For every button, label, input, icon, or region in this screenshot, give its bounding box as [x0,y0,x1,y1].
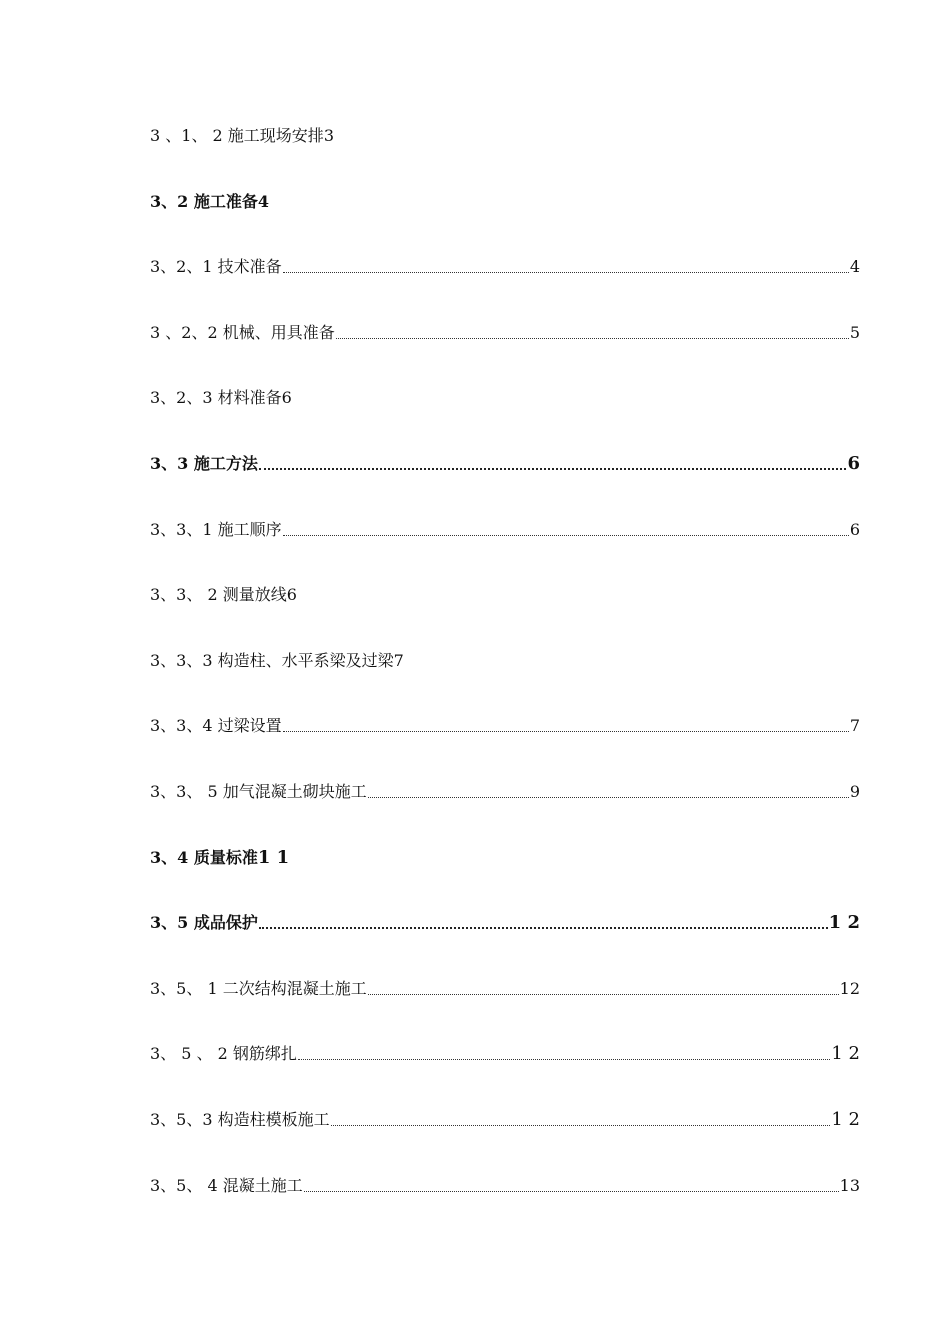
toc-dot-leader [368,994,839,995]
toc-entry[interactable] [150,452,860,476]
toc-entry-label: 3、2、3 材料准备 [150,388,282,407]
toc-page-number: 12 [839,979,860,998]
toc-dot-leader [298,1059,830,1060]
toc-entry[interactable] [150,124,334,148]
toc-dot-leader [283,731,849,732]
toc-dot-leader [283,272,849,273]
toc-entry-label: 3、3、 5 加气混凝土砌块施工 [150,782,367,801]
toc-page-number: 6 [847,453,860,474]
toc-entry[interactable] [150,846,289,870]
toc-entry[interactable] [150,321,860,345]
toc-entry-label: 3、5、3 构造柱模板施工 [150,1110,330,1129]
toc-entry-label: 3、5 成品保护 [150,913,258,932]
toc-entry-label: 3、2 施工准备 [150,192,258,211]
toc-entry[interactable] [150,977,860,1001]
toc-entry-label: 3 、1、 2 施工现场安排 [150,126,324,145]
toc-page-number: 4 [257,192,269,211]
toc-dot-leader [336,338,849,339]
toc-entry-label: 3、3 施工方法 [150,454,258,473]
toc-page-number: 6 [281,388,292,407]
toc-entry[interactable] [150,714,860,738]
toc-page-number: 7 [849,716,860,735]
toc-entry-label: 3、3、3 构造柱、水平系梁及过梁 [150,651,394,670]
toc-entry[interactable] [150,518,860,542]
toc-entry[interactable] [150,190,269,214]
toc-page-number: 5 [849,323,860,342]
toc-page-number: 9 [849,782,860,801]
toc-entry-label: 3、 5 、 2 钢筋绑扎 [150,1044,297,1063]
toc-page-number: 13 [839,1176,860,1195]
toc-page-number: 1 1 [257,847,290,868]
toc-dot-leader [368,797,849,798]
toc-dot-leader [283,535,849,536]
toc-entry-label: 3、3、1 施工顺序 [150,520,282,539]
toc-entry-label: 3、4 质量标准 [150,848,258,867]
toc-entry-label: 3、5、 1 二次结构混凝土施工 [150,979,367,998]
toc-entry-label: 3、3、4 过梁设置 [150,716,282,735]
toc-dot-leader [259,468,847,470]
toc-entry[interactable] [150,386,292,410]
toc-dot-leader [331,1125,831,1126]
toc-page-number: 6 [286,585,297,604]
toc-entry[interactable] [150,583,297,607]
toc-page-number: 6 [849,520,860,539]
toc-page-number: 4 [849,257,860,276]
toc-entry[interactable] [150,911,860,935]
toc-page-number: 3 [323,126,334,145]
toc-page-number: 7 [393,651,404,670]
toc-entry-label: 3、3、 2 测量放线 [150,585,287,604]
toc-entry-label: 3 、2、2 机械、用具准备 [150,323,335,342]
toc-entry-label: 3、2、1 技术准备 [150,257,282,276]
toc-dot-leader [259,927,828,929]
toc-dot-leader [304,1191,839,1192]
toc-page-number: 1 2 [831,1109,860,1130]
toc-entry[interactable] [150,649,404,673]
toc-page-number: 1 2 [828,912,860,933]
toc-entry[interactable] [150,1174,860,1198]
toc-page-number: 1 2 [831,1043,860,1064]
toc-entry-label: 3、5、 4 混凝土施工 [150,1176,303,1195]
toc-entry[interactable] [150,780,860,804]
toc-entry[interactable] [150,1042,860,1066]
toc-entry[interactable] [150,255,860,279]
toc-entry[interactable] [150,1108,860,1132]
